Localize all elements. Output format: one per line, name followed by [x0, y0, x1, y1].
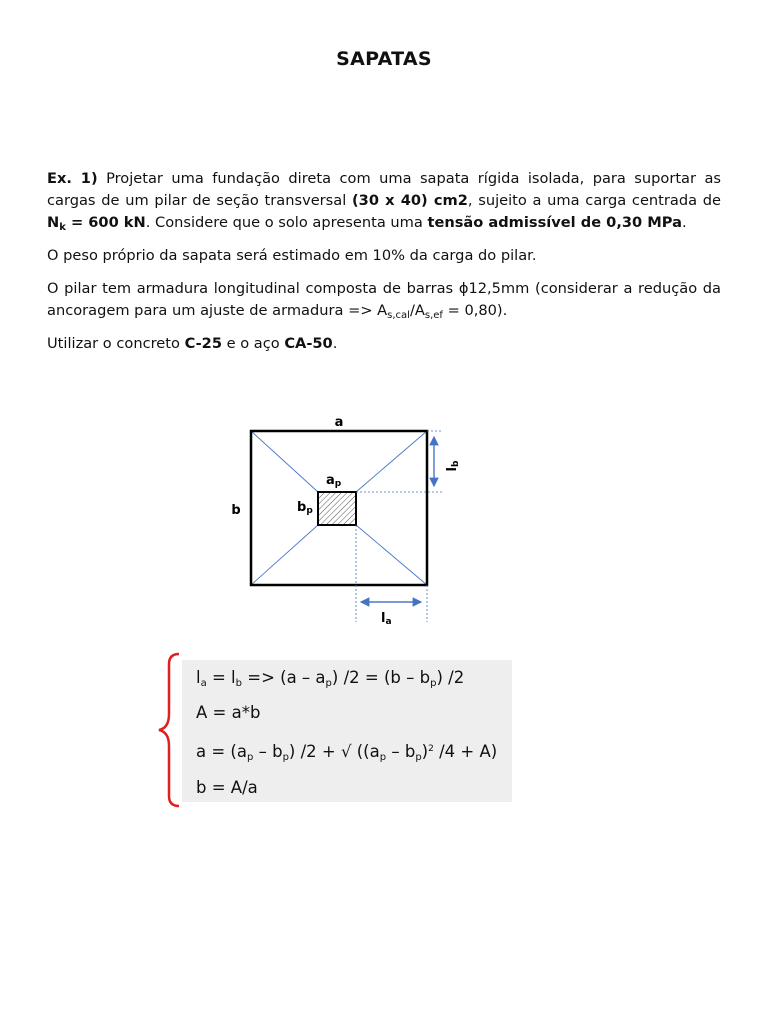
- label-lb: lb: [445, 460, 461, 472]
- formula-box: [182, 660, 512, 802]
- diagonal-line: [251, 431, 318, 492]
- exercise-label: Ex. 1): [47, 170, 98, 187]
- footing-diagram: [220, 410, 480, 630]
- paragraph-self-weight: O peso próprio da sapata será estimado em 10% da carga do pilar.: [47, 247, 537, 264]
- text: Projetar uma fundação direta com uma sapata rígida isolada, para suportar as cargas de um pilar de seção transversal: [47, 170, 721, 209]
- formula-line-2: A = a*b: [196, 703, 261, 722]
- label-a: a: [334, 415, 344, 430]
- label-ap: ap: [326, 473, 342, 489]
- page-title: SAPATAS: [336, 48, 432, 70]
- label-b: b: [231, 503, 241, 518]
- allowable-stress: tensão admissível de 0,30 MPa: [427, 214, 682, 231]
- text: .: [681, 214, 687, 231]
- paragraph-exercise: [47, 168, 721, 234]
- section-dimensions: (30 x 40) cm2: [352, 192, 468, 209]
- text: , sujeito a uma carga centrada de: [467, 192, 722, 209]
- label-la: la: [381, 611, 392, 627]
- load-value: $N_k = 600$ kN: [47, 214, 146, 233]
- formula-line-1: $l_a = l_b => (a - a_p) /2 = (b - b_p)$ /2: [196, 668, 465, 689]
- label-bp: bp: [297, 500, 313, 516]
- curly-brace: [155, 650, 185, 810]
- pillar-section: [318, 492, 356, 525]
- formula-line-3: $a = (a_p - b_p) /2$ + √ ($(a_p - b_p)^2$ /4 + A): [196, 742, 498, 763]
- paragraph-materials: Utilizar o concreto C-25 e o aço CA-50.: [47, 335, 338, 352]
- text: . Considere que o solo apresenta uma: [145, 214, 428, 231]
- formula-line-4: b = A/a: [196, 778, 258, 797]
- diagonal-line: [356, 525, 427, 585]
- diagonal-line: [356, 431, 427, 492]
- paragraph-reinforcement: O pilar tem armadura longitudinal composta de barras ϕ12,5mm (considerar a redução da ancoragem para um ajuste de armadura => $A_{s,cal}/A_{s,ef} = 0,80$).: [47, 280, 721, 321]
- diagonal-line: [251, 525, 318, 585]
